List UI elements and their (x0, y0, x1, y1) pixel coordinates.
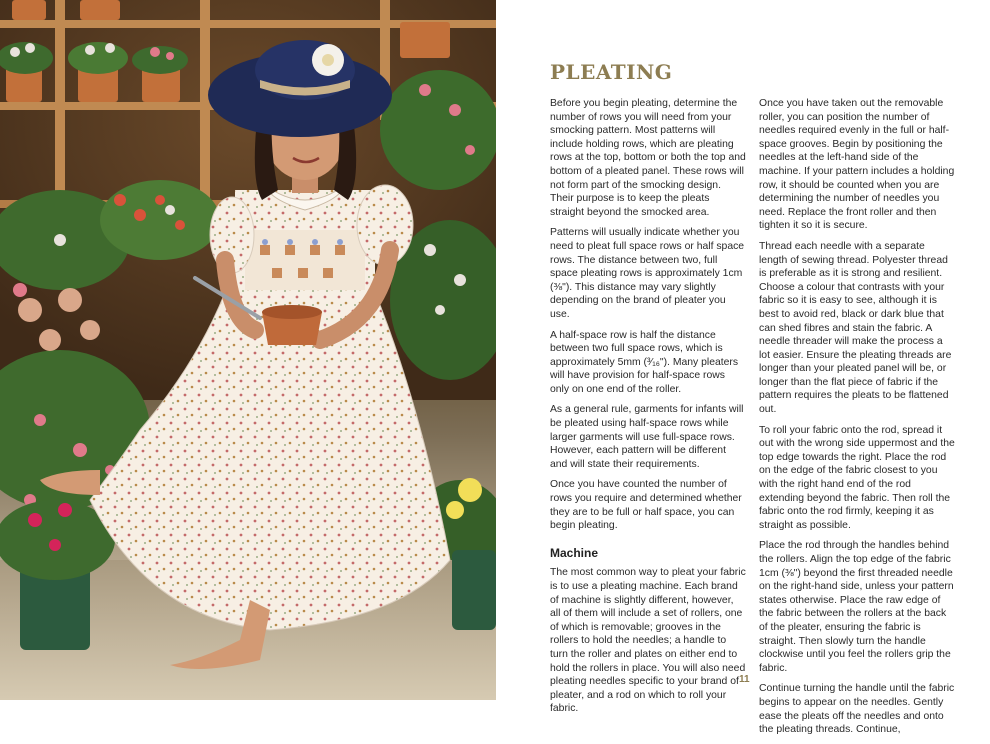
paragraph: Continue turning the handle until the fabric begins to appear on the needles. Gently ease the pleats off the needles and onto the pleating threads. Continue, (759, 683, 955, 736)
paragraph: Thread each needle with a separate length of sewing thread. Polyester thread is preferable as it is strong and resilient. Choose a colour that contrasts with your fabric so it is easy to see, although it is best to avoid red, black or dark blue that can shed fibres and stain the fabric. A needle threader will make the process a lot easier. Ensure the pleating threads are longer than your pleated panel will be, or longer than the flat piece of fabric if the pattern requires the pleats to be flattened out. (759, 240, 952, 416)
text-column-right (759, 97, 955, 744)
paragraph: To roll your fabric onto the rod, spread it out with the wrong side uppermost and the top edge towards the right. Place the rod on the edge of the fabric closest to you with the right hand end of the rod extending beyond the fabric. Then roll the fabric onto the rod firmly, keeping it as straight as possible. (759, 424, 955, 531)
photo-page (0, 0, 496, 700)
section-heading: Machine (550, 545, 599, 560)
text-column-left (550, 97, 746, 723)
paragraph: Place the rod through the handles behind the rollers. Align the top edge of the fabric 1cm (⅜") beyond the first threaded needle on the right-hand side, unless your pattern states otherwise. Place the raw edge of the fabric between the rollers at the back of the pleater, ensuring the fabric is straight. Then slowly turn the handle clockwise until you feel the rollers grip the fabric. (759, 540, 954, 674)
page-number: 11 (739, 674, 750, 685)
paragraph: As a general rule, garments for infants will be pleated using half-space rows while larger garments will use full-space rows. However, each pattern will be different and will state their requirements. (550, 404, 744, 470)
paragraph: A half-space row is half the distance between two full space rows, which is approximately 5mm (³⁄₁₆"). Many pleaters will have provision for half-space rows only on one end of the roller. (550, 329, 739, 395)
text-page (496, 0, 990, 736)
paragraph: Before you begin pleating, determine the number of rows you will need from your smocking pattern. Most patterns will include holding rows, which are pleating rows at the top, bottom or both the top and bottom of a pleated panel. These rows will not form part of the smocking design. Their purpose is to keep the pleats straight beyond the smocked area. (550, 98, 746, 218)
girl-in-smocked-dress-holding-flowerpot-icon (0, 0, 496, 700)
page-title: PLEATING (550, 60, 673, 84)
paragraph: Once you have counted the number of rows you require and determined whether they are to be full or half space, you can begin pleating. (550, 479, 742, 532)
paragraph: The most common way to pleat your fabric is to use a pleating machine. Each brand of machine is slightly different, however, all of them will include a set of rollers, one of which is removable; grooves in the rollers to hold the needles; a handle to turn the roller and plates on either end to hold the rollers in place. You will also need pleating needles specific to your brand of pleater, and a rod on which to roll your fabric. (550, 567, 746, 715)
paragraph: Patterns will usually indicate whether you need to pleat full space rows or half space rows. The distance between two, full space pleating rows is approximately 1cm (⅜"). This distance may vary slightly depending on the brand of pleater you use. (550, 227, 745, 320)
paragraph: Once you have taken out the removable roller, you can position the number of needles required evenly in the full or half-space grooves. Begin by positioning the needles at the left-hand side of the machine. If your pattern includes a holding row, it should be counted when you are determining the number of needles you need. Replace the front roller and then tighten it so it is secure. (759, 98, 955, 232)
